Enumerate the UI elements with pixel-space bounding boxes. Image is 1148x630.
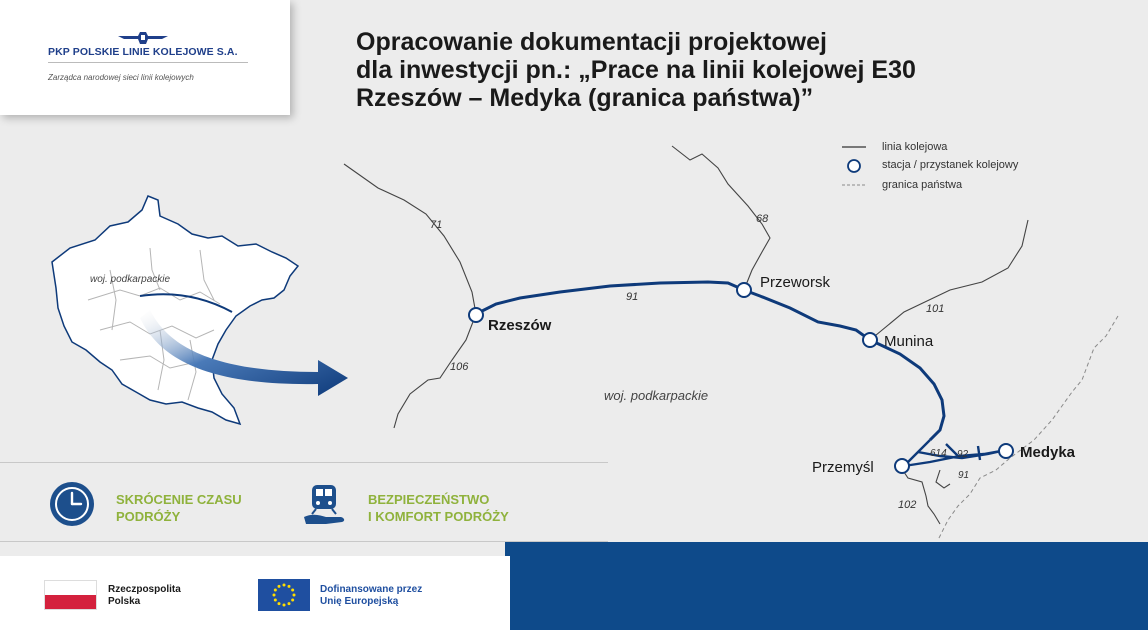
benefit-safety-comfort-text bbox=[368, 491, 509, 525]
footer-blue-band bbox=[505, 542, 1148, 630]
inset-region-map bbox=[52, 196, 298, 424]
station-przemysl[interactable] bbox=[895, 459, 909, 473]
line-number-68: 68 bbox=[756, 213, 769, 225]
line-number-101: 101 bbox=[926, 303, 945, 315]
line-number-91-east: 91 bbox=[958, 470, 970, 481]
inset-region-label: woj. podkarpackie bbox=[90, 274, 171, 285]
legend-station-label: stacja / przystanek kolejowy bbox=[882, 159, 1019, 171]
benefit-travel-time-line-2: PODRÓŻY bbox=[116, 509, 181, 524]
eu-label-line-2: Unię Europejską bbox=[320, 596, 399, 607]
legend-row-line bbox=[840, 140, 1100, 156]
line-number-102: 102 bbox=[898, 499, 917, 511]
benefit-safety-line-2: I KOMFORT PODRÓŻY bbox=[368, 509, 509, 524]
poland-label-line-1: Rzeczpospolita bbox=[108, 584, 181, 595]
eu-star bbox=[278, 585, 281, 588]
eu-label-line-1: Dofinansowane przez bbox=[320, 584, 423, 595]
benefit-travel-time-line-1: SKRÓCENIE CZASU bbox=[116, 492, 242, 507]
title-line-1: Opracowanie dokumentacji projektowej bbox=[356, 28, 827, 56]
eu-star bbox=[283, 584, 286, 587]
eu-star bbox=[273, 594, 276, 597]
line-symbol-icon bbox=[840, 140, 870, 154]
legend-line-label: linia kolejowa bbox=[882, 141, 948, 153]
poland-flag-icon bbox=[44, 580, 97, 610]
title-line-2: dla inwestycji pn.: „Prace na linii kolejowej E30 bbox=[356, 56, 916, 84]
benefits-strip bbox=[0, 462, 608, 542]
poland-label-line-2: Polska bbox=[108, 596, 141, 607]
station-label-munina: Munina bbox=[884, 333, 934, 350]
train-hand-icon bbox=[296, 481, 352, 527]
eu-star bbox=[283, 604, 286, 607]
poland-label bbox=[108, 584, 181, 608]
station-medyka[interactable] bbox=[999, 444, 1013, 458]
clock-icon bbox=[44, 481, 100, 527]
eu-star bbox=[291, 589, 294, 592]
przemysl-junction bbox=[904, 440, 1006, 466]
state-border bbox=[938, 316, 1118, 540]
footer bbox=[0, 556, 510, 630]
eu-star bbox=[274, 589, 277, 592]
border-symbol-icon bbox=[840, 178, 870, 192]
benefit-travel-time-text bbox=[116, 491, 242, 525]
line-number-106: 106 bbox=[450, 361, 469, 373]
line-number-92: 92 bbox=[957, 449, 969, 460]
eu-star bbox=[291, 599, 294, 602]
legend-border-label: granica państwa bbox=[882, 179, 963, 191]
eu-star bbox=[293, 594, 296, 597]
main-route bbox=[476, 282, 944, 440]
eu-star bbox=[278, 602, 281, 605]
company-name: PKP POLSKIE LINIE KOLEJOWE S.A. bbox=[48, 46, 238, 58]
line-number-614: 614 bbox=[930, 448, 947, 459]
eu-flag-icon bbox=[258, 579, 310, 611]
eu-star bbox=[274, 599, 277, 602]
eu-label bbox=[320, 584, 422, 608]
station-label-przeworsk: Przeworsk bbox=[760, 274, 831, 291]
station-label-rzeszow: Rzeszów bbox=[488, 317, 552, 334]
station-label-medyka: Medyka bbox=[1020, 444, 1076, 461]
company-tagline: Zarządca narodowej sieci linii kolejowych bbox=[48, 73, 194, 82]
region-label: woj. podkarpackie bbox=[604, 388, 709, 403]
legend-row-border bbox=[840, 178, 1100, 194]
station-przeworsk[interactable] bbox=[737, 283, 751, 297]
eu-star bbox=[288, 602, 291, 605]
title-line-3: Rzeszów – Medyka (granica państwa)” bbox=[356, 84, 814, 112]
line-number-71: 71 bbox=[430, 219, 443, 231]
legend-row-station bbox=[840, 158, 1100, 174]
station-rzeszow[interactable] bbox=[469, 308, 483, 322]
station-label-przemysl: Przemyśl bbox=[812, 459, 874, 476]
benefit-safety-line-1: BEZPIECZEŃSTWO bbox=[368, 492, 490, 507]
eu-star bbox=[288, 585, 291, 588]
station-munina[interactable] bbox=[863, 333, 877, 347]
line-number-91: 91 bbox=[626, 291, 639, 303]
station-symbol-icon bbox=[840, 158, 870, 174]
